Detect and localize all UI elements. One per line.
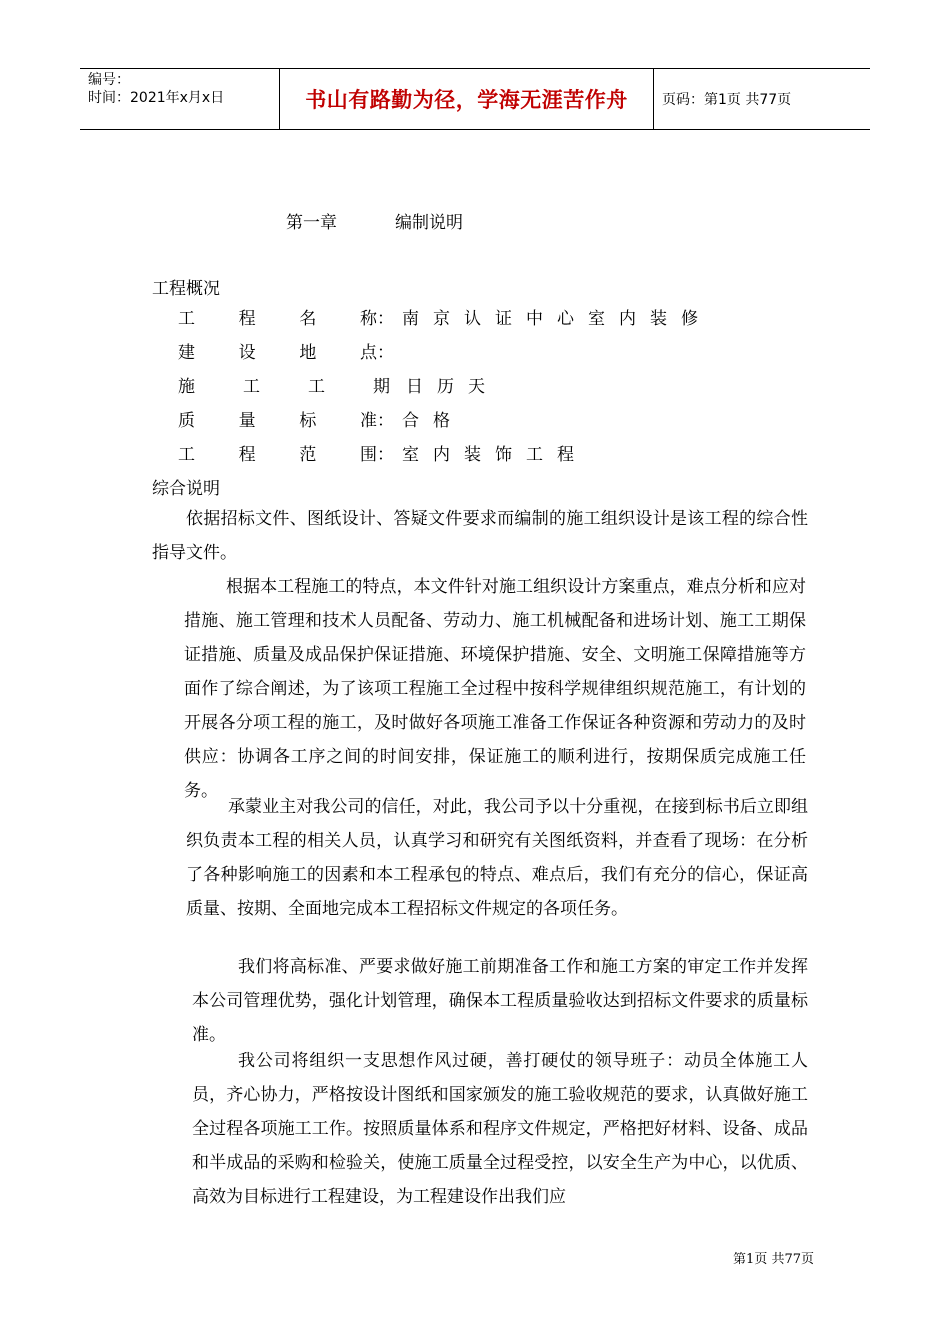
chapter-heading: [286, 208, 463, 233]
overview-label: 施 工 工 期: [178, 377, 390, 397]
summary-paragraph: 我公司将组织一支思想作风过硬，善打硬仗的领导班子：动员全体施工人员，齐心协力，严格按设计图纸和国家颁发的施工验收规范的要求，认真做好施工全过程各项施工工作。按照质量体系和程序文件规定，严格把好材料、设备、成品和半成品的采购和检验关，使施工质量全过程受控，以安全生产为中心，以优质、高效为目标进行工程建设，为工程建设作出我们应: [192, 1051, 808, 1207]
overview-value: 室内装饰工程: [402, 445, 588, 465]
overview-label: 建 设 地 点：: [178, 343, 394, 363]
overview-value: 日历天: [406, 377, 499, 397]
overview-label: 质 量 标 准：: [178, 411, 394, 431]
summary-paragraph: 依据招标文件、图纸设计、答疑文件要求而编制的施工组织设计是该工程的综合性指导文件。: [152, 509, 808, 563]
header-meta: [80, 69, 280, 129]
summary-paragraph: 根据本工程施工的特点，本文件针对施工组织设计方案重点，难点分析和应对措施、施工管理和技术人员配备、劳动力、施工机械配备和进场计划、施工工期保证措施、质量及成品保护保证措施、环境保护措施、安全、文明施工保障措施等方面作了综合阐述，为了该项工程施工全过程中按科学规律组织规范施工，有计划的开展各分项工程的施工，及时做好各项施工准备工作保证各种资源和劳动力的及时供应：协调各工序之间的时间安排，保证施工的顺利进行，按期保质完成施工任务。: [184, 577, 806, 801]
header-page-info-cell: [654, 69, 870, 129]
summary-title: 综合说明: [152, 479, 220, 499]
overview-row-project-name: [178, 304, 712, 329]
overview-row-duration: [178, 372, 499, 397]
header-page-info: 页码：第1页 共77页: [662, 92, 792, 108]
overview-value: 合格: [402, 411, 464, 431]
document-time: 时间：2021年x月x日: [88, 90, 225, 106]
document-number-label: 编号：: [88, 72, 130, 88]
page-footer: 第1页 共77页: [733, 1252, 814, 1267]
chapter-title: 编制说明: [395, 213, 463, 233]
overview-label: 工 程 范 围：: [178, 445, 394, 465]
page-header: [80, 68, 870, 130]
chapter-number: 第一章: [286, 213, 337, 233]
overview-value: 南京认证中心室内装修: [402, 309, 712, 329]
overview-label: 工 程 名 称：: [178, 309, 394, 329]
overview-title: 工程概况: [152, 279, 220, 299]
overview-row-scope: [178, 440, 588, 465]
overview-row-location: [178, 338, 402, 363]
summary-paragraph: 承蒙业主对我公司的信任，对此，我公司予以十分重视，在接到标书后立即组织负责本工程的相关人员，认真学习和研究有关图纸资料，并查看了现场：在分析了各种影响施工的因素和本工程承包的特点、难点后，我们有充分的信心，保证高质量、按期、全面地完成本工程招标文件规定的各项任务。: [186, 797, 808, 919]
summary-paragraph: 我们将高标准、严要求做好施工前期准备工作和施工方案的审定工作并发挥本公司管理优势，强化计划管理，确保本工程质量验收达到招标文件要求的质量标准。: [192, 957, 808, 1045]
header-motto: 书山有路勤为径，学海无涯苦作舟: [305, 88, 628, 112]
header-motto-cell: [280, 69, 654, 129]
overview-row-quality: [178, 406, 464, 431]
